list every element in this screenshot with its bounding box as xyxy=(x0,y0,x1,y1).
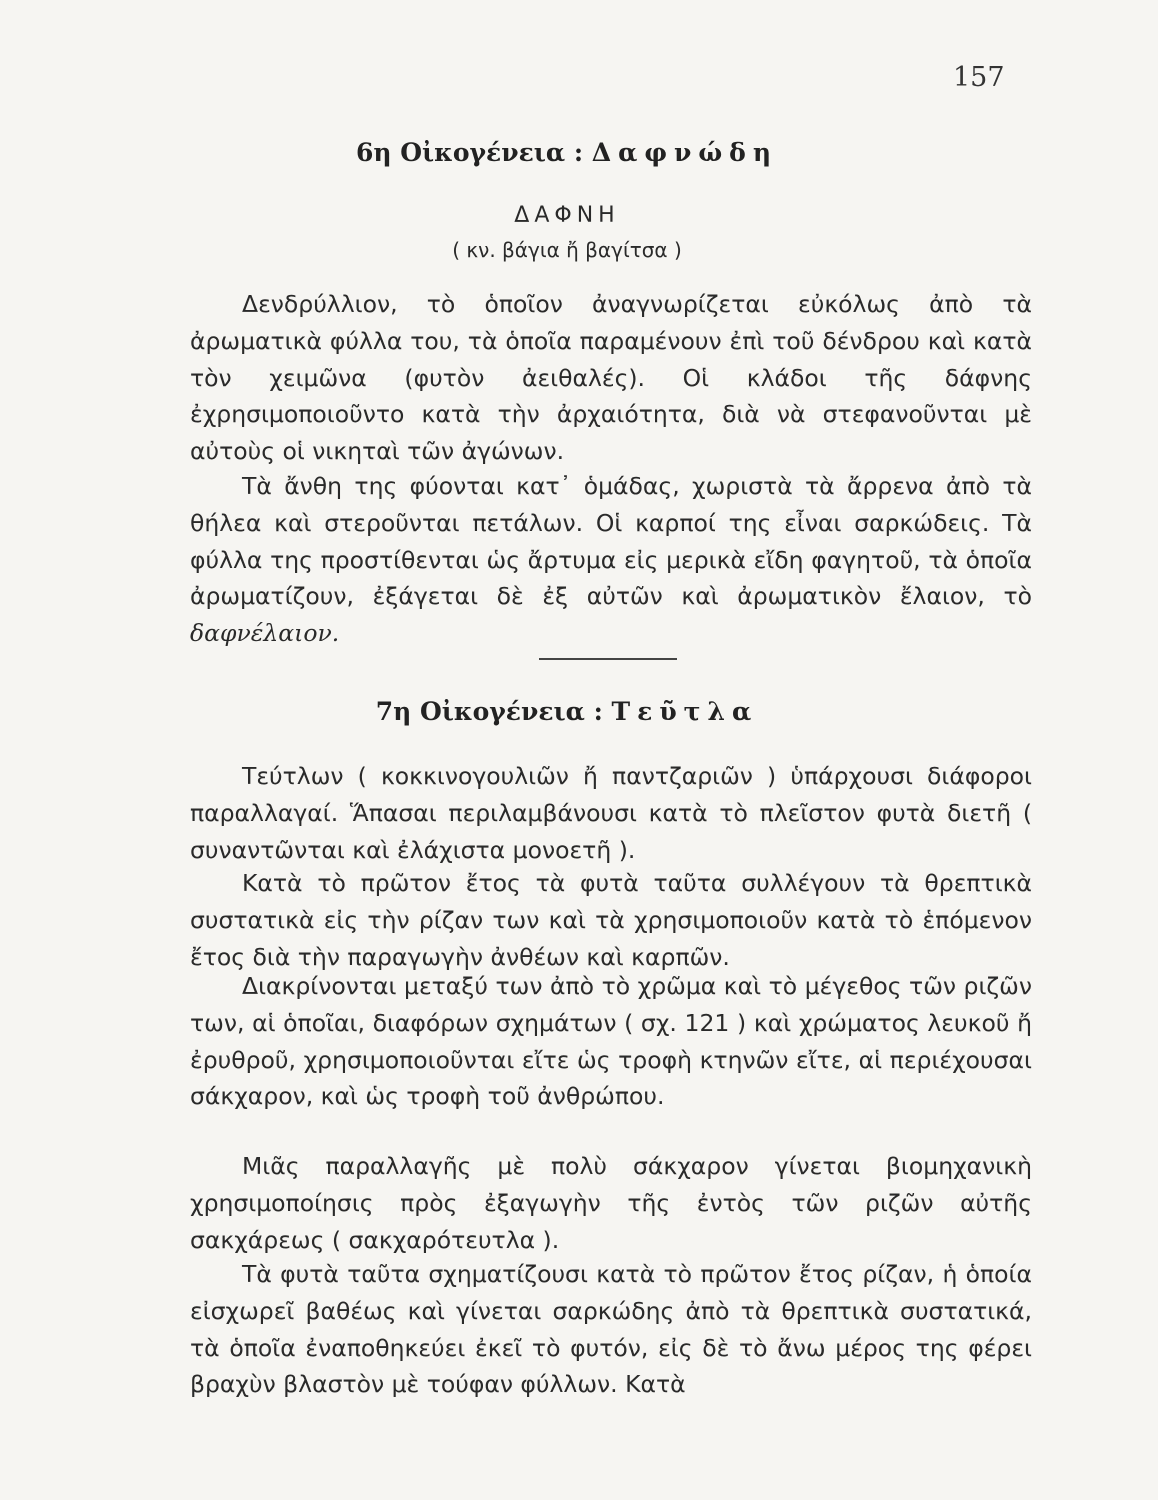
page-number: 157 xyxy=(953,62,1005,93)
section-7-paragraph-2: Κατὰ τὸ πρῶτον ἔτος τὰ φυτὰ ταῦτα συλλέγουν τὰ θρεπτικὰ συστατικὰ εἰς τὴν ρίζαν των καὶ τὰ χρησιμοποιοῦν κατὰ τὸ ἑπόμενον ἔτος διὰ τὴν παραγωγὴν ἀνθέων καὶ καρπῶν. xyxy=(190,869,1032,971)
section-6-heading xyxy=(0,138,1146,167)
section-6-paragraph-2-text: Τὰ ἄνθη της φύονται κατ᾽ ὁμάδας, χωριστὰ τὰ ἄρρενα ἀπὸ τὰ θήλεα καὶ στεροῦνται πετάλων. Οἱ καρποί της εἶναι σαρκώδεις. Τὰ φύλλα της προστίθενται ὡς ἄρτυμα εἰς μερικὰ εἴδη φαγητοῦ, τὰ ὁποῖα ἀρωματίζουν, ἐξάγεται δὲ ἐξ αὐτῶν καὶ ἀρωματικὸν ἔλαιον, τὸ xyxy=(190,472,1032,611)
section-6-common-name-note: ( κν. βάγια ἤ βαγίτσα ) xyxy=(452,238,682,262)
section-6-paragraph-2 xyxy=(190,468,1032,652)
section-6-heading-prefix: 6η Οἰκογένεια : xyxy=(355,138,584,167)
section-7-paragraph-4: Μιᾶς παραλλαγῆς μὲ πολὺ σάκχαρον γίνεται βιομηχανικὴ χρησιμοποίησις πρὸς ἐξαγωγὴν τῆς ἐντὸς τῶν ριζῶν αὐτῆς σακχάρεως ( σακχαρότευτλα ). xyxy=(190,1152,1032,1254)
section-6-subtitle: ΔΑΦΝΗ xyxy=(514,203,620,228)
section-7-paragraph-1: Τεύτλων ( κοκκινογουλιῶν ἤ παντζαριῶν ) ὑπάρχουσι διάφοροι παραλλαγαί. Ἅπασαι περιλαμβάνουσι κατὰ τὸ πλεῖστον φυτὰ διετῆ ( συναντῶνται καὶ ἐλάχιστα μονοετῆ ). xyxy=(190,762,1032,864)
section-6-heading-name: Δαφνώδη xyxy=(591,138,779,167)
section-7-paragraph-3: Διακρίνονται μεταξύ των ἀπὸ τὸ χρῶμα καὶ τὸ μέγεθος τῶν ριζῶν των, αἱ ὁποῖαι, διαφόρων σχημάτων ( σχ. 121 ) καὶ χρώματος λευκοῦ ἤ ἐρυθροῦ, χρησιμοποιοῦνται εἴτε ὡς τροφὴ κτηνῶν εἴτε, αἱ περιέχουσαι σάκχαρον, καὶ ὡς τροφὴ τοῦ ἀνθρώπου. xyxy=(190,972,1032,1111)
section-6-paragraph-2-italic-term: δαφνέλαιον. xyxy=(190,619,340,648)
section-7-heading-name: Τεῦτλα xyxy=(611,697,759,726)
section-7-paragraph-5: Τὰ φυτὰ ταῦτα σχηματίζουσι κατὰ τὸ πρῶτον ἔτος ρίζαν, ἡ ὁποία εἰσχωρεῖ βαθέως καὶ γίνεται σαρκώδης ἀπὸ τὰ θρεπτικὰ συστατικά, τὰ ὁποῖα ἐναποθηκεύει ἐκεῖ τὸ φυτόν, εἰς δὲ τὸ ἄνω μέρος της φέρει βραχὺν βλαστὸν μὲ τούφαν φύλλων. Κατὰ xyxy=(190,1260,1032,1399)
section-7-heading-prefix: 7η Οἰκογένεια : xyxy=(375,697,603,726)
section-divider xyxy=(539,658,677,660)
section-7-heading xyxy=(0,697,1146,726)
section-6-paragraph-1: Δενδρύλλιον, τὸ ὁποῖον ἀναγνωρίζεται εὐκόλως ἀπὸ τὰ ἀρωματικὰ φύλλα του, τὰ ὁποῖα παραμένουν ἐπὶ τοῦ δένδρου καὶ κατὰ τὸν χειμῶνα (φυτὸν ἀειθαλές). Οἱ κλάδοι τῆς δάφνης ἐχρησιμοποιοῦντο κατὰ τὴν ἀρχαιότητα, διὰ νὰ στεφανοῦνται μὲ αὐτοὺς οἱ νικηταὶ τῶν ἀγώνων. xyxy=(190,290,1032,466)
